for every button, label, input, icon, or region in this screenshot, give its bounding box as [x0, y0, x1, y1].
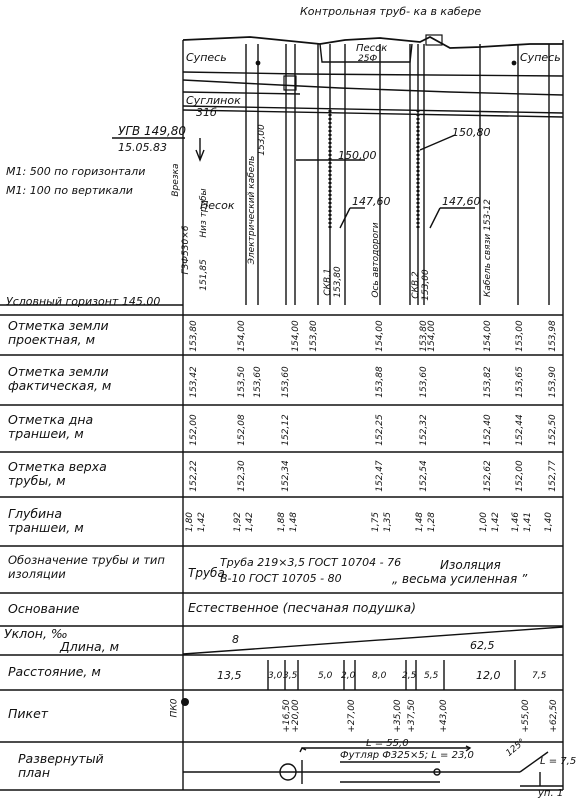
loam-title: Суглинок [186, 94, 241, 107]
value-design-ground: 154,00 [427, 320, 437, 352]
picket-value: +55,00 [521, 699, 531, 733]
value-pipe-top: 152,54 [419, 460, 429, 492]
distance-value: 13,5 [217, 669, 242, 682]
vrezka-label: Врезка [171, 163, 181, 197]
row-label-base: Основание [8, 601, 80, 616]
communication-cable-label: Кабель связи 153-12 [483, 199, 493, 297]
borehole-1-value: 153,80 [333, 266, 343, 298]
ugv-label: УГВ 149,80 [118, 124, 187, 138]
soil-label-right: Супесь [520, 51, 561, 64]
value-actual-ground: 153,50 [237, 366, 247, 398]
depth-value-a: 1,80 [185, 511, 195, 533]
road-axis-label: Ось автодороги [371, 222, 381, 298]
distance-value: 5,0 [318, 671, 333, 681]
insulation-line1: Изоляция [440, 558, 501, 572]
value-actual-ground: 153,42 [189, 366, 199, 398]
value-design-ground: 154,00 [375, 320, 385, 352]
value-pipe-top: 152,30 [237, 460, 247, 492]
value-pipe-top: 152,77 [548, 460, 558, 492]
bottom-pipe-label: Низ трубы [199, 188, 209, 238]
mark-147-60-left: 147,60 [352, 195, 391, 208]
value-design-ground: 153,80 [189, 320, 199, 352]
value-actual-ground: 153,88 [375, 366, 385, 398]
datum-label: Условный горизонт 145.00 [6, 295, 161, 308]
value-trench-bottom: 152,00 [189, 414, 199, 446]
insulation-line2: „ весьма усиленная ” [392, 572, 528, 586]
plan-casing: Футляр Ф325×5; L = 23,0 [340, 750, 474, 761]
depth-value-b: 1,48 [289, 511, 299, 533]
picket-value: +62,50 [549, 699, 559, 733]
gz-value: 151,85 [199, 259, 209, 291]
pipe-spec-line2: В-10 ГОСТ 10705 - 80 [220, 572, 342, 585]
value-trench-bottom: 152,25 [375, 414, 385, 446]
pko-label: ПК0 [169, 698, 180, 718]
picket-value: +27,00 [347, 699, 357, 733]
value-pipe-top: 152,62 [483, 460, 493, 492]
picket-value: +37,50 [407, 699, 417, 733]
soil-label-left: Супесь [186, 51, 227, 64]
row-label-picket: Пикет [8, 706, 49, 721]
picket-value: +20,00 [291, 699, 301, 733]
depth-value-a: 1,46 [511, 511, 521, 533]
depth-value-a: 1,75 [371, 511, 381, 533]
depth-value-b: 1,42 [197, 511, 207, 533]
borehole-2-value: 153,00 [421, 269, 431, 301]
value-trench-bottom: 152,40 [483, 414, 493, 446]
value-design-ground: 154,00 [237, 320, 247, 352]
value-design-ground: 153,80 [309, 320, 319, 352]
depth-value-a: 1,88 [277, 511, 287, 533]
value-trench-bottom: 152,32 [419, 414, 429, 446]
distance-value: 8,0 [372, 671, 387, 681]
distance-value: 3,0 [268, 671, 283, 681]
sand-pocket-label: Песок [356, 43, 388, 54]
value-trench-bottom: 152,50 [548, 414, 558, 446]
distance-value: 2,5 [402, 671, 417, 681]
value-design-ground: 154,00 [483, 320, 493, 352]
value-design-ground: 153,00 [515, 320, 525, 352]
borehole-1-label: СКВ.1 [323, 268, 333, 296]
depth-value-a: 1,00 [479, 511, 489, 533]
value-actual-ground: 153,60 [281, 366, 291, 398]
loam-number: 31б [196, 106, 217, 119]
row-label-pipe-desc: Обозначение трубы и тип изоляции [8, 553, 165, 581]
value-design-ground: 154,00 [291, 320, 301, 352]
sand-label: Песок [200, 199, 235, 212]
electric-cable-value: 153,00 [257, 124, 267, 156]
depth-value-a: 1,92 [233, 511, 243, 533]
distance-value: 5,5 [424, 671, 439, 681]
value-design-ground: 153,80 [419, 320, 429, 352]
scale-horizontal: M1: 500 по горизонтали [6, 165, 146, 178]
row-label-slope: Уклон, ‰ [4, 626, 68, 641]
depth-value-b: 1,42 [491, 511, 501, 533]
depth-value-a: 1,40 [544, 511, 554, 533]
depth-value-a: 1,48 [415, 511, 425, 533]
scale-vertical: M1: 100 по вертикали [6, 184, 133, 197]
row-label-plan: Развернутый план [18, 751, 104, 780]
value-pipe-top: 152,00 [515, 460, 525, 492]
depth-value-b: 1,42 [245, 511, 255, 533]
row-label-design-ground: Отметка земли проектная, м [8, 318, 109, 347]
ugv-date: 15.05.83 [118, 141, 167, 154]
value-actual-ground: 153,82 [483, 366, 493, 398]
value-actual-ground: 153,60 [419, 366, 429, 398]
gz-label: ГЗФ530×6 [181, 225, 191, 275]
borehole-2-label: СКВ.2 [411, 271, 421, 299]
plan-angle: 125° [504, 737, 528, 759]
plan-length: L = 55,0 [366, 738, 409, 749]
value-design-ground: 153,98 [548, 320, 558, 352]
distance-value: 12,0 [476, 669, 501, 682]
plan-length-2: L = 7,5 [540, 756, 576, 767]
distance-value: 2,0 [341, 671, 356, 681]
slope-value: 8 [232, 633, 239, 646]
row-label-trench-depth: Глубина траншеи, м [8, 506, 84, 535]
mark-150-00: 150,00 [338, 149, 377, 162]
picket-value: +43,00 [439, 699, 449, 733]
value-trench-bottom: 152,44 [515, 414, 525, 446]
base-text: Естественное (песчаная подушка) [188, 600, 416, 615]
value-trench-bottom: 152,08 [237, 414, 247, 446]
mark-150-80: 150,80 [452, 126, 491, 139]
row-label-trench-bottom: Отметка дна траншеи, м [8, 412, 94, 441]
row-label-distance: Расстояние, м [8, 664, 101, 679]
plan-angle-number: уп. 1 [538, 788, 564, 799]
value-actual-ground: 153,90 [548, 366, 558, 398]
depth-value-b: 1,35 [383, 511, 393, 533]
distance-value: 7,5 [532, 671, 547, 681]
mark-147-60-right: 147,60 [442, 195, 481, 208]
value-trench-bottom: 152,12 [281, 414, 291, 446]
value-actual-ground: 153,60 [253, 366, 263, 398]
sand-pocket-number: 25Ф [358, 54, 378, 64]
value-actual-ground: 153,65 [515, 366, 525, 398]
distance-value: 3,5 [283, 671, 298, 681]
value-pipe-top: 152,47 [375, 460, 385, 492]
value-pipe-top: 152,22 [189, 460, 199, 492]
value-pipe-top: 152,34 [281, 460, 291, 492]
row-label-length: Длина, м [60, 639, 120, 654]
picket-value: +35,00 [393, 699, 403, 733]
length-value: 62,5 [470, 639, 495, 652]
pipe-spec-line1: Труба 219×3,5 ГОСТ 10704 - 76 [220, 556, 402, 569]
electric-cable-label: Электрический кабель [247, 155, 257, 265]
depth-value-b: 1,28 [427, 511, 437, 533]
control-pipe-note: Контрольная труб- ка в кабере [300, 5, 482, 18]
depth-value-b: 1,41 [523, 511, 533, 533]
picket-value: +16,50 [282, 699, 292, 733]
pipe-word: Труба [188, 566, 225, 580]
row-label-pipe-top: Отметка верха трубы, м [8, 459, 107, 488]
row-label-actual-ground: Отметка земли фактическая, м [8, 364, 112, 393]
